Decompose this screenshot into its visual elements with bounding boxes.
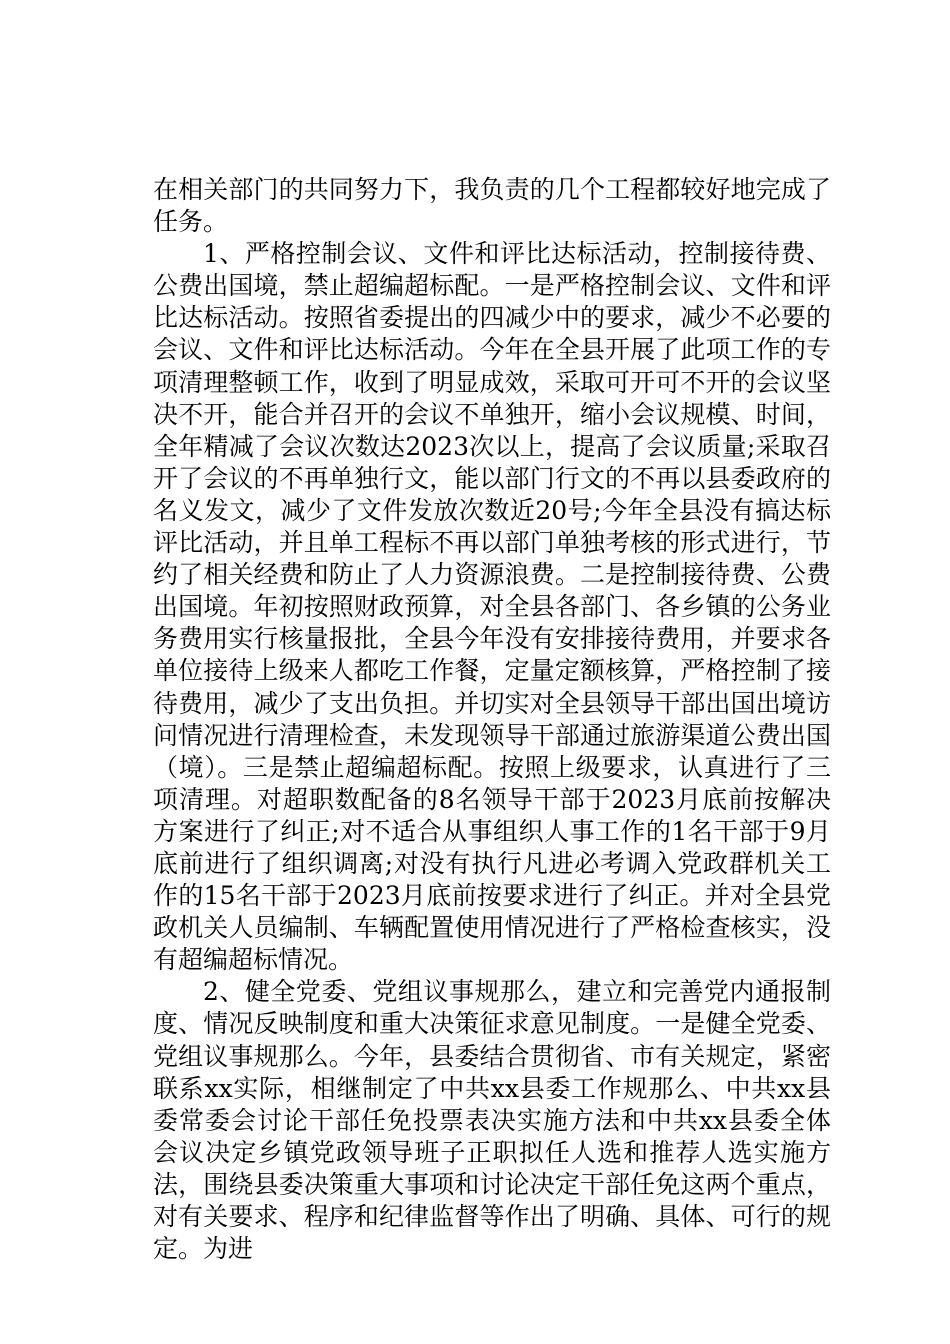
body-text [153,174,831,1265]
paragraph-item-2: 2、健全党委、党组议事规那么，建立和完善党内通报制度、情况反映制度和重大决策征求意见制度。一是健全党委、党组议事规那么。今年，县委结合贯彻省、市有关规定，紧密联系xx实际，相继制定了中共xx县委工作规那么、中共xx县委常委会讨论干部任免投票表决实施方法和中共xx县委全体会议决定乡镇党政领导班子正职拟任人选和推荐人选实施方法，围绕县委决策重大事项和讨论决定干部任免这两个重点，对有关要求、程序和纪律监督等作出了明确、具体、可行的规定。为进 [153,977,831,1264]
paragraph-continuation: 在相关部门的共同努力下，我负责的几个工程都较好地完成了任务。 [153,175,831,237]
paragraph-item-1: 1、严格控制会议、文件和评比达标活动，控制接待费、公费出国境，禁止超编超标配。一是严格控制会议、文件和评比达标活动。按照省委提出的四减少中的要求，减少不必要的会议、文件和评比达标活动。今年在全县开展了此项工作的专项清理整顿工作，收到了明显成效，采取可开可不开的会议坚决不开，能合并召开的会议不单独开，缩小会议规模、时间，全年精减了会议次数达2023次以上，提高了会议质量;采取召开了会议的不再单独行文，能以部门行文的不再以县委政府的名义发文，减少了文件发放次数近20号;今年全县没有搞达标评比活动，并且单工程标不再以部门单独考核的形式进行，节约了相关经费和防止了人力资源浪费。二是控制接待费、公费出国境。年初按照财政预算，对全县各部门、各乡镇的公务业务费用实行核量报批，全县今年没有安排接待费用，并要求各单位接待上级来人都吃工作餐，定量定额核算，严格控制了接待费用，减少了支出负担。并切实对全县领导干部出国出境访问情况进行清理检查，未发现领导干部通过旅游渠道公费出国（境）。三是禁止超编超标配。按照上级要求，认真进行了三项清理。对超职数配备的8名领导干部于2023月底前按解决方案进行了纠正;对不适合从事组织人事工作的1名干部于9月底前进行了组织调离;对没有执行凡进必考调入党政群机关工作的15名干部于2023月底前按要求进行了纠正。并对全县党政机关人员编制、车辆配置使用情况进行了严格检查核实，没有超编超标情况。 [153,239,831,975]
